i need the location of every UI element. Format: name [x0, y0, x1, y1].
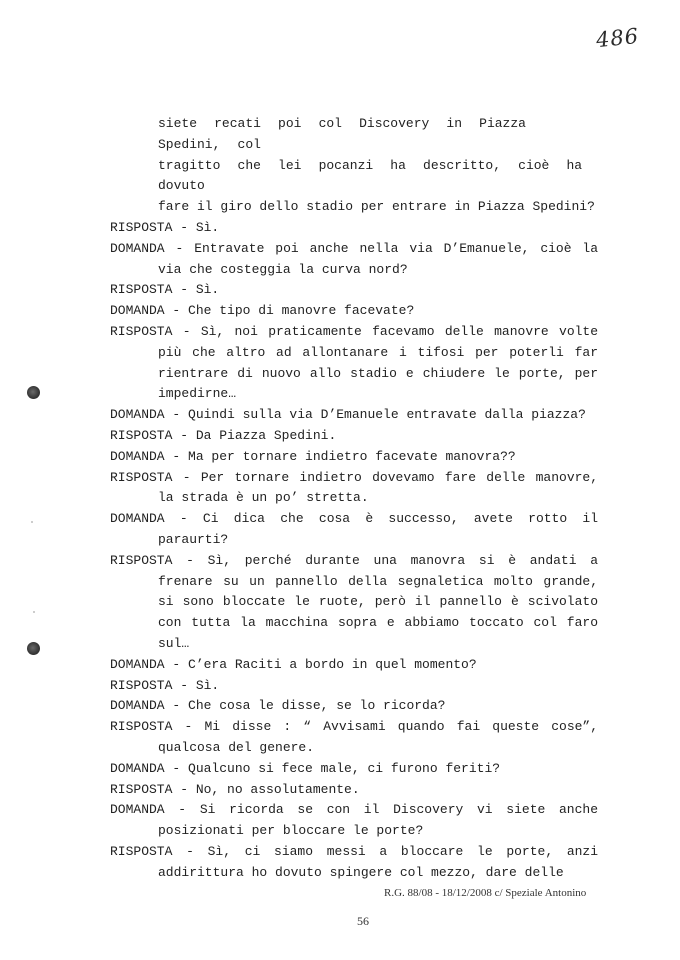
utterance-text: Sì, noi praticamente facevamo delle manovre volte [200, 323, 599, 339]
question-entry [110, 759, 600, 780]
punch-hole-mark [27, 642, 40, 655]
utterance-text: Che cosa le disse, se lo ricorda? [188, 698, 446, 714]
speaker-label: RISPOSTA [110, 677, 173, 693]
utterance-text: Sì. [195, 219, 220, 235]
margin-speck [33, 611, 35, 613]
utterance-text: Da Piazza Spedini. [195, 427, 337, 443]
entry-first-line [110, 426, 600, 447]
speaker-separator: - [164, 448, 189, 464]
speaker-separator: - [172, 469, 201, 485]
utterance-text: C’era Raciti a bordo in quel momento? [188, 656, 477, 672]
entry-first-line [110, 676, 600, 697]
text-line: fare il giro dello stadio per entrare in Piazza Spedini? [158, 199, 595, 215]
utterance-text: Mi disse : “ Avvisami quando fai queste cose”, [204, 719, 599, 735]
entry-first-line [110, 239, 600, 260]
speaker-separator: - [164, 802, 200, 818]
answer-entry [110, 676, 600, 697]
entry-first-line [110, 468, 600, 489]
speaker-label: RISPOSTA [110, 552, 173, 568]
text-line: siete recati poi col Discovery in Piazza Spedini, col [158, 116, 526, 152]
question-entry [110, 800, 600, 842]
utterance-text: Qualcuno si fece male, ci furono feriti? [188, 760, 501, 776]
entry-first-line [110, 551, 600, 572]
utterance-continuation-line: impedirne… [158, 386, 237, 402]
entry-first-line [110, 322, 600, 343]
question-entry [110, 509, 600, 551]
question-entry [110, 696, 600, 717]
question-entry [110, 655, 600, 676]
speaker-separator: - [172, 719, 205, 735]
utterance-continuation-line: paraurti? [158, 531, 229, 547]
answer-entry [110, 468, 600, 510]
utterance-continuation-line: addirittura ho dovuto spingere col mezzo, dare delle [158, 864, 564, 880]
speaker-separator: - [172, 677, 196, 693]
entry-first-line [110, 405, 600, 426]
answer-entry [110, 322, 600, 405]
speaker-separator: - [164, 656, 189, 672]
entry-first-line [110, 717, 600, 738]
speaker-label: RISPOSTA [110, 219, 173, 235]
answer-entry [110, 218, 600, 239]
margin-speck [31, 521, 33, 523]
handwritten-page-number: 486 [594, 23, 641, 53]
speaker-label: RISPOSTA [110, 282, 173, 298]
utterance-text: Sì, ci siamo messi a bloccare le porte, anzi [207, 843, 599, 859]
page-number: 56 [357, 914, 369, 928]
speaker-separator: - [172, 552, 208, 568]
answer-entry [110, 842, 600, 884]
speaker-label: DOMANDA [110, 760, 165, 776]
utterance-continuation-line: la strada è un po’ stretta. [158, 490, 369, 506]
entry-first-line [110, 759, 600, 780]
utterance-text: Ci dica che cosa è successo, avete rotto il [202, 511, 599, 527]
entry-first-line [110, 842, 600, 863]
speaker-separator: - [164, 511, 203, 527]
entry-first-line [110, 655, 600, 676]
utterance-text: No, no assolutamente. [195, 781, 360, 797]
speaker-label: DOMANDA [110, 802, 165, 818]
entry-first-line [110, 218, 600, 239]
question-entry [110, 239, 600, 281]
question-entry [110, 405, 600, 426]
speaker-separator: - [172, 323, 201, 339]
speaker-label: DOMANDA [110, 511, 165, 527]
speaker-separator: - [164, 240, 195, 256]
speaker-label: DOMANDA [110, 303, 165, 319]
text-line: tragitto che lei pocanzi ha descritto, cioè ha dovuto [158, 157, 583, 194]
punch-hole-mark [27, 386, 40, 399]
speaker-label: RISPOSTA [110, 843, 173, 859]
utterance-text: Che tipo di manovre facevate? [188, 303, 415, 319]
speaker-separator: - [164, 407, 189, 423]
speaker-separator: - [164, 698, 189, 714]
speaker-separator: - [164, 760, 189, 776]
speaker-separator: - [172, 282, 196, 298]
entry-first-line [110, 800, 600, 821]
case-reference: R.G. 88/08 - 18/12/2008 c/ Speziale Antonino [384, 887, 587, 899]
speaker-label: RISPOSTA [110, 323, 173, 339]
utterance-continuation-line: via che costeggia la curva nord? [158, 261, 408, 277]
utterance-text: Sì. [195, 282, 220, 298]
utterance-text: Entravate poi anche nella via D’Emanuele, cioè la [194, 240, 599, 256]
speaker-separator: - [172, 843, 208, 859]
speaker-separator: - [164, 303, 189, 319]
speaker-label: DOMANDA [110, 448, 165, 464]
speaker-separator: - [172, 219, 196, 235]
question-entry [110, 447, 600, 468]
qa-entries [110, 218, 600, 884]
utterance-text: Sì. [195, 677, 220, 693]
entry-first-line [110, 780, 600, 801]
utterance-text: Quindi sulla via D’Emanuele entravate dalla piazza? [188, 407, 586, 423]
entry-first-line [110, 509, 600, 530]
utterance-continuation-line: si sono bloccate le ruote, però il pannello è scivolato [158, 594, 598, 610]
speaker-label: DOMANDA [110, 407, 165, 423]
speaker-separator: - [172, 427, 196, 443]
speaker-label: RISPOSTA [110, 781, 173, 797]
transcript-body [110, 114, 600, 883]
speaker-label: DOMANDA [110, 656, 165, 672]
speaker-label: DOMANDA [110, 698, 165, 714]
utterance-text: Si ricorda se con il Discovery vi siete anche [199, 802, 599, 818]
utterance-continuation-line: rientrare di nuovo allo stadio e chiudere le porte, per [158, 365, 598, 381]
answer-entry [110, 280, 600, 301]
question-entry [110, 301, 600, 322]
entry-first-line [110, 301, 600, 322]
utterance-text: Per tornare indietro dovevamo fare delle manovre, [200, 469, 599, 485]
answer-entry [110, 426, 600, 447]
utterance-continuation-line: con tutta la macchina sopra e abbiamo toccato col faro [158, 615, 598, 631]
entry-first-line [110, 447, 600, 468]
answer-entry [110, 717, 600, 759]
speaker-label: RISPOSTA [110, 719, 173, 735]
utterance-text: Ma per tornare indietro facevate manovra?? [188, 448, 516, 464]
utterance-continuation-line: frenare su un pannello della segnaletica molto grande, [158, 573, 598, 589]
speaker-label: RISPOSTA [110, 469, 173, 485]
utterance-continuation-line: posizionati per bloccare le porte? [158, 823, 424, 839]
entry-first-line [110, 696, 600, 717]
answer-entry [110, 551, 600, 655]
utterance-continuation-line: più che altro ad allontanare i tifosi per poterli far [158, 344, 598, 360]
speaker-separator: - [172, 781, 196, 797]
speaker-label: RISPOSTA [110, 427, 173, 443]
entry-first-line [110, 280, 600, 301]
utterance-continuation-line: qualcosa del genere. [158, 739, 315, 755]
utterance-continuation-line: sul… [158, 635, 190, 651]
utterance-text: Sì, perché durante una manovra si è andati a [207, 552, 599, 568]
answer-entry [110, 780, 600, 801]
opening-continuation [110, 114, 600, 218]
speaker-label: DOMANDA [110, 240, 165, 256]
